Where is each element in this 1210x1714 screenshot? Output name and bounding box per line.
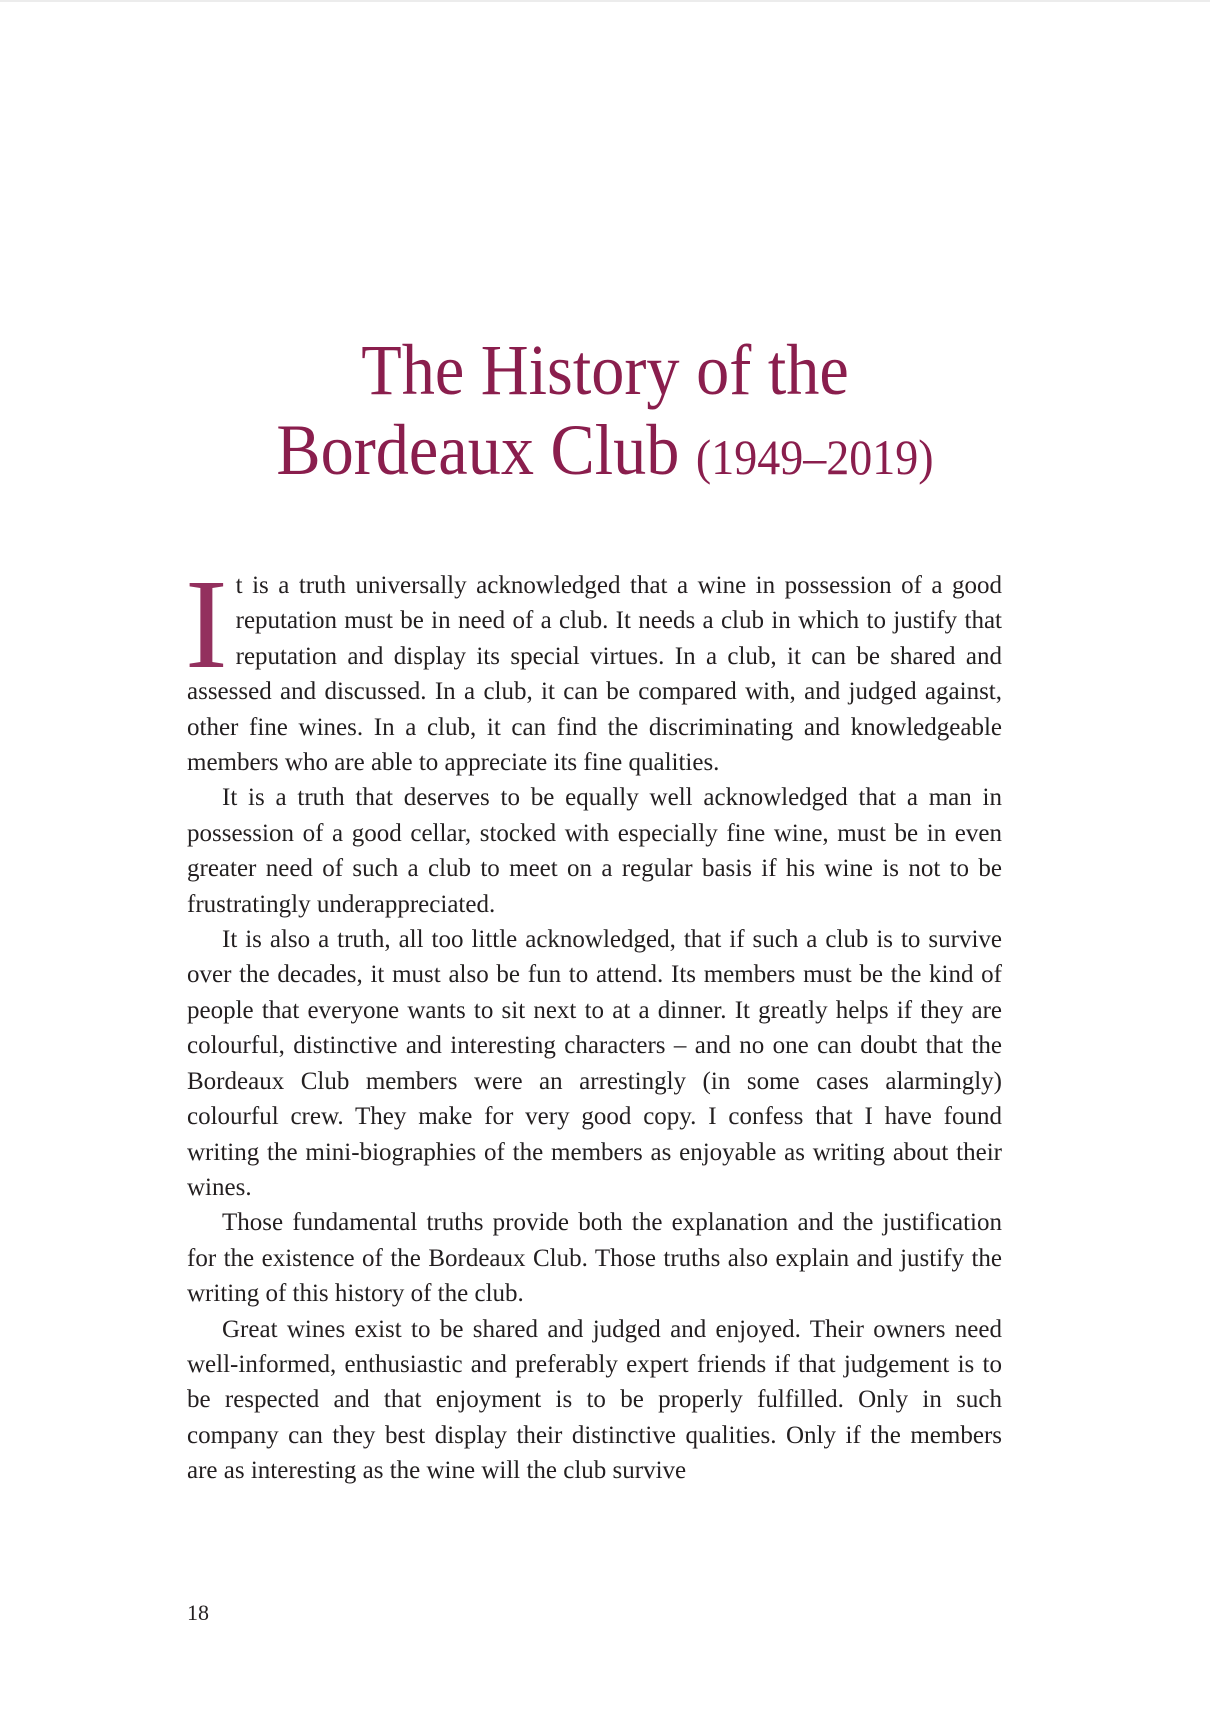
paragraph-1-text: t is a truth universally acknowledged that a wine in possession of a good reputation must be in need of a club. It needs a club in which to justify that reputation and display its special virtues. In a club, it can be shared and assessed and discussed. In a club, it can be compared with, and judged against, other fine wines. In a club, it can find the discriminating and knowledgeable members who are able to appreciate its fine qualities. — [187, 572, 1002, 777]
paragraph-1 — [185, 553, 1002, 780]
chapter-title — [48, 330, 1161, 497]
paragraph-5: Great wines exist to be shared and judged and enjoyed. Their owners need well-informed, enthusiastic and preferably expert friends if that judgement is to be respected and that enjoyment is to be properly fulfilled. Only in such company can they best display their distinctive qualities. Only if the members are as interesting as the wine will the club survive — [187, 1315, 1002, 1485]
page-number: 18 — [187, 1600, 209, 1625]
paragraph-3: It is also a truth, all too little acknowledged, that if such a club is to survive over the decades, it must also be fun to attend. Its members must be the kind of people that everyone wants to sit next to at a dinner. It greatly helps if they are colourful, distinctive and interesting characters – and no one can doubt that the Bordeaux Club members were an arrestingly (in some cases alarmingly) colourful crew. They make for very good copy. I confess that I have found writing the mini-biographies of the members as enjoyable as writing about their wines. — [187, 926, 1002, 1201]
paragraph-2: It is a truth that deserves to be equally well acknowledged that a man in possession of a good cellar, stocked with especially fine wine, must be in even greater need of such a club to meet on a regular basis if his wine is not to be frustratingly underappreciated. — [187, 784, 1002, 918]
paragraph-4: Those fundamental truths provide both the explanation and the justification for the existence of the Bordeaux Club. Those truths also explain and justify the writing of this history of the club. — [187, 1209, 1002, 1308]
chapter-title-years: (1949–2019) — [695, 429, 934, 485]
chapter-body — [185, 553, 1002, 1489]
chapter-title-line-2 — [48, 410, 1161, 497]
chapter-title-line-1: The History of the — [361, 330, 849, 410]
page-top-edge — [0, 0, 1210, 2]
chapter-title-club-name: Bordeaux Club — [276, 410, 680, 490]
drop-cap: I — [185, 553, 228, 695]
